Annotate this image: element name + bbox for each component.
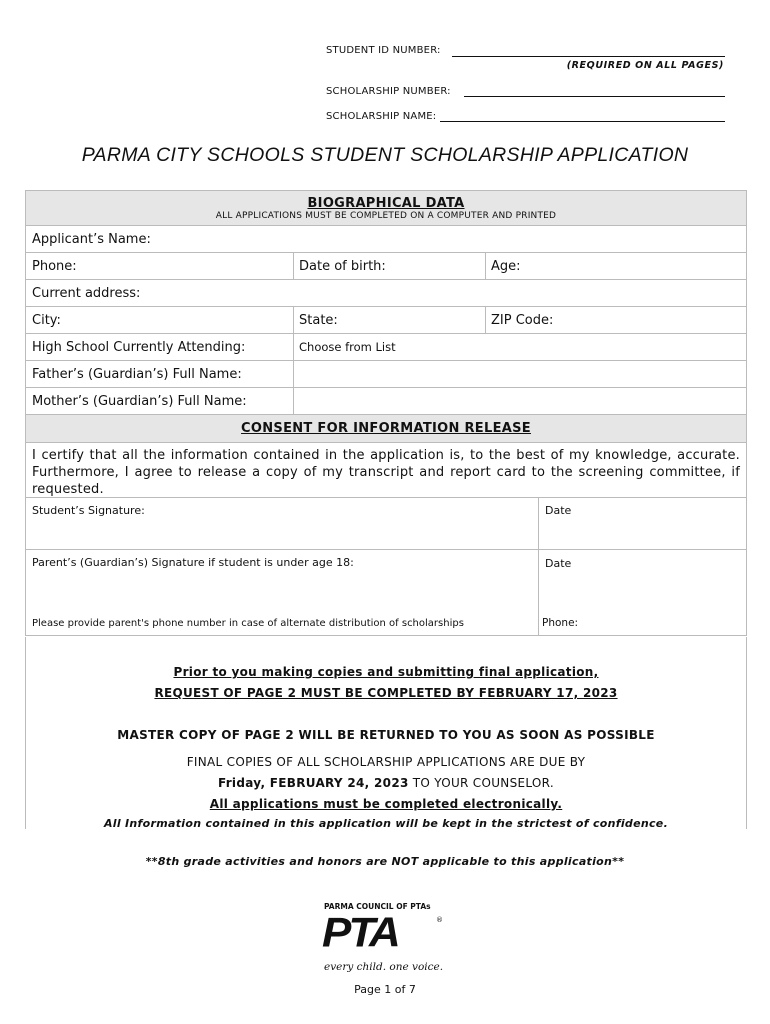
phone-row	[26, 253, 746, 280]
high-school-select[interactable]: Choose from List	[299, 340, 396, 354]
scholarship-number-label: SCHOLARSHIP NUMBER:	[326, 86, 451, 97]
pta-mark: PTA	[322, 909, 398, 956]
parent-signature-label: Parent’s (Guardian’s) Signature if student is under age 18:	[32, 556, 354, 569]
registered-mark: ®	[436, 916, 443, 924]
pta-council-text: PARMA COUNCIL OF PTAs	[324, 902, 431, 911]
date1-label: Date	[545, 504, 572, 517]
required-note: (REQUIRED ON ALL PAGES)	[566, 60, 724, 71]
zip-label: ZIP Code:	[491, 312, 554, 328]
city-label: City:	[32, 312, 61, 328]
city-row	[26, 307, 746, 334]
note-line3: MASTER COPY OF PAGE 2 WILL BE RETURNED TO YOU AS SOON AS POSSIBLE	[117, 728, 655, 742]
mother-input[interactable]	[293, 388, 299, 414]
submission-notes	[25, 637, 747, 829]
mother-label: Mother’s (Guardian’s) Full Name:	[32, 393, 247, 409]
applicant-name-row[interactable]	[26, 226, 746, 253]
due-date-rest: TO YOUR COUNSELOR.	[408, 776, 554, 790]
note-line1: Prior to you making copies and submitting final application,	[173, 665, 599, 679]
mother-row	[26, 388, 746, 415]
note-line5	[26, 776, 746, 790]
bio-heading: BIOGRAPHICAL DATA	[307, 196, 465, 211]
consent-text: I certify that all the information contained in the application is, to the best of my knowledge, accurate. Furthermore, I agree to release a copy of my transcript and report card to the screening committee, if requested.	[32, 448, 740, 497]
state-label: State:	[299, 312, 338, 328]
application-form	[25, 190, 747, 636]
age-label: Age:	[491, 258, 521, 274]
applicant-name-label: Applicant’s Name:	[32, 231, 151, 247]
consent-section-header	[26, 415, 746, 443]
address-row[interactable]	[26, 280, 746, 307]
parent-signature-row	[26, 550, 746, 636]
student-signature-row	[26, 498, 746, 550]
note-line6: All applications must be completed electronically.	[209, 797, 563, 811]
page-number: Page 1 of 7	[354, 983, 416, 996]
due-date: Friday, FEBRUARY 24, 2023	[217, 776, 409, 790]
father-label: Father’s (Guardian’s) Full Name:	[32, 366, 242, 382]
note-line2: REQUEST OF PAGE 2 MUST BE COMPLETED BY FEBRUARY 17, 2023	[154, 686, 618, 700]
father-input[interactable]	[293, 361, 299, 387]
phone-label-consent: Phone:	[542, 617, 579, 629]
bio-section-header	[26, 191, 746, 226]
bio-subheading: ALL APPLICATIONS MUST BE COMPLETED ON A COMPUTER AND PRINTED	[215, 211, 557, 221]
note-line7: All Information contained in this application will be kept in the strictest of confidence.	[103, 817, 669, 830]
scholarship-name-label: SCHOLARSHIP NAME:	[326, 111, 437, 122]
parent-phone-note: Please provide parent's phone number in case of alternate distribution of scholarships	[32, 618, 464, 629]
student-id-field[interactable]	[452, 56, 725, 57]
high-school-row	[26, 334, 746, 361]
high-school-label: High School Currently Attending:	[32, 339, 246, 355]
scholarship-number-field[interactable]	[464, 96, 725, 97]
consent-heading: CONSENT FOR INFORMATION RELEASE	[241, 421, 531, 436]
page-title: PARMA CITY SCHOOLS STUDENT SCHOLARSHIP APPLICATION	[81, 144, 689, 166]
father-row	[26, 361, 746, 388]
scholarship-name-field[interactable]	[440, 121, 725, 122]
consent-text-row	[26, 443, 746, 498]
student-id-label: STUDENT ID NUMBER:	[326, 45, 441, 56]
pta-logo	[320, 902, 450, 974]
pta-tagline: every child. one voice.	[324, 961, 444, 973]
note-line8: **8th grade activities and honors are NOT applicable to this application**	[145, 855, 625, 868]
note-line4: FINAL COPIES OF ALL SCHOLARSHIP APPLICATIONS ARE DUE BY	[186, 755, 586, 769]
student-signature-label: Student’s Signature:	[32, 504, 145, 517]
address-label: Current address:	[32, 285, 141, 301]
date2-label: Date	[545, 557, 572, 570]
phone-label: Phone:	[32, 258, 77, 274]
dob-label: Date of birth:	[299, 258, 386, 274]
